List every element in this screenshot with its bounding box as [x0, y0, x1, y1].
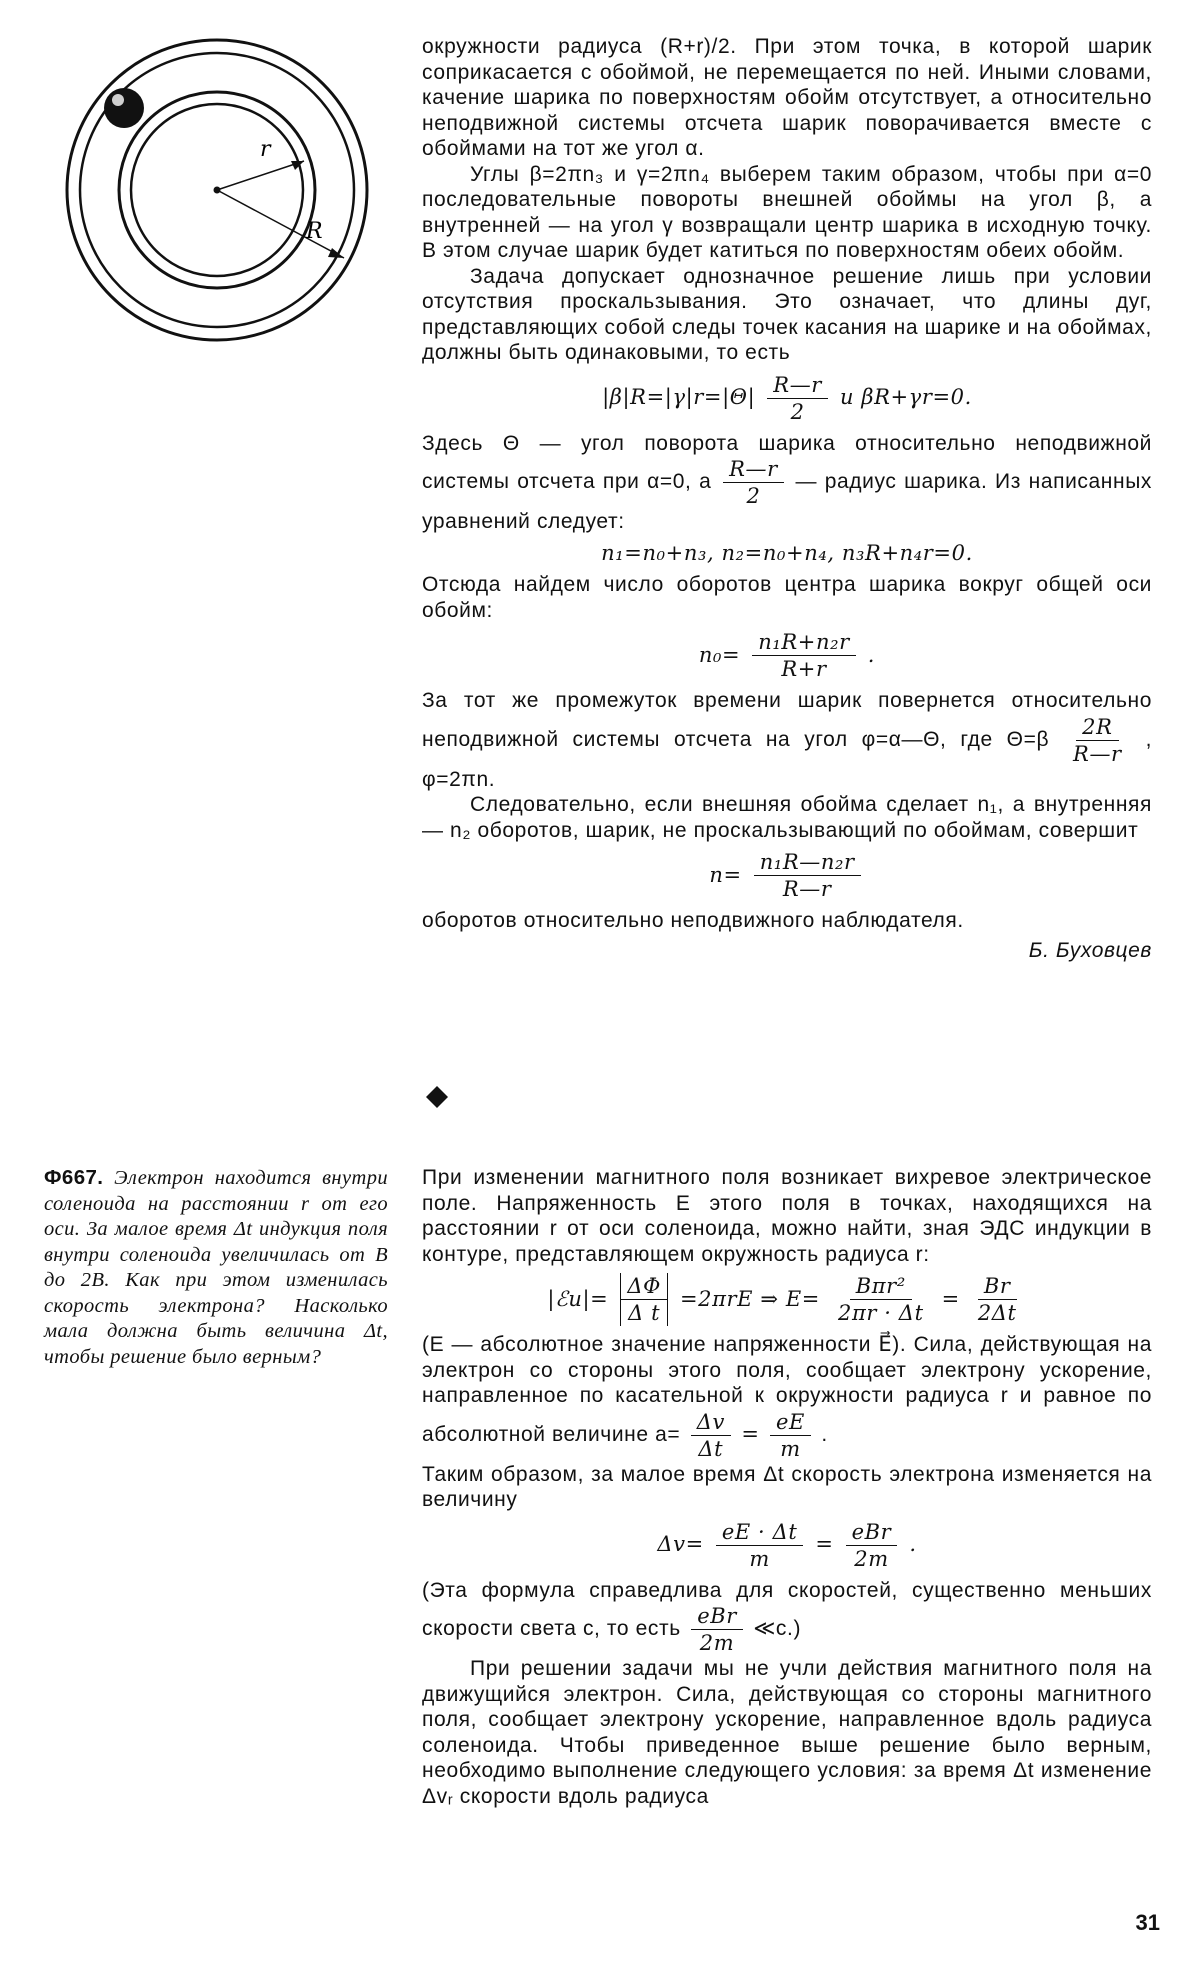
text: Здесь Θ — угол поворота шарика относительно неподвижной системы отсчета при α=0, а: [422, 431, 1152, 494]
eq-part: |ℰи|=: [547, 1286, 609, 1311]
paragraph: [422, 431, 1152, 535]
fraction: [620, 1273, 668, 1326]
fraction-denominator: 2m: [699, 1631, 735, 1655]
fraction: [846, 1519, 898, 1572]
fraction: [1067, 714, 1128, 767]
eq-part: .: [909, 1532, 917, 1557]
eq-part: n₁=n₀+n₃, n₂=n₀+n₄, n₃R+n₄r=0.: [601, 540, 973, 565]
eq-part: =2πrE ⇒ E=: [679, 1286, 820, 1311]
radius-r-arrow: [291, 161, 304, 170]
fraction: [972, 1273, 1023, 1326]
fraction-denominator: 2Δt: [977, 1301, 1017, 1325]
fraction-denominator: m: [780, 1436, 801, 1461]
fraction-numerator: eE · Δt: [716, 1519, 804, 1546]
eq-part: n₀=: [698, 642, 741, 667]
equation-emf: [422, 1273, 1152, 1326]
text: (Эта формула справедлива для скоростей, существенно меньших скорости света c, то есть: [422, 1578, 1152, 1641]
text: — радиус шарика. Из написанных уравнений следует:: [422, 470, 1152, 533]
fraction-numerator: ΔΦ: [621, 1273, 667, 1300]
problem-text: Электрон находится внутри соленоида на расстоянии r от его оси. За малое время Δt индукция поля внутри соленоида увеличилась от B до 2B. Как при этом изменилась скорость электрона? Насколько мала должна быть величина Δt, чтобы решение было верным?: [44, 1167, 388, 1368]
rings-figure: [62, 38, 382, 358]
fraction-numerator: 2R: [1076, 714, 1118, 741]
paragraph: [422, 688, 1152, 792]
paragraph: Задача допускает однозначное решение лишь при условии отсутствия проскальзывания. Это означает, что длины дуг, представляющих собой следы точек касания на шарике и на обоймах, должны быть одинаковыми, то есть: [422, 264, 1152, 364]
fraction-denominator: 2: [746, 484, 761, 508]
eq-part: n=: [709, 862, 742, 887]
equation-n0: [422, 629, 1152, 682]
text: За тот же промежуток времени шарик повернется относительно неподвижной системы отсчета на угол φ=α—Θ, где Θ=β: [422, 689, 1152, 751]
equation-n-result: [422, 849, 1152, 902]
paragraph: [422, 1578, 1152, 1657]
fraction: [691, 1603, 743, 1656]
text: , φ=2πn.: [422, 727, 1153, 791]
text: ≪c.): [753, 1617, 802, 1641]
equation-n: [422, 541, 1152, 567]
paragraph: Таким образом, за малое время Δt скорость электрона изменяется на величину: [422, 1462, 1152, 1511]
problem-number: Ф667.: [44, 1166, 104, 1189]
paragraph: При изменении магнитного поля возникает вихревое электрическое поле. Напряженность E этого поля в точках, находящихся на расстоянии r от оси соленоида, можно найти, зная ЭДС индукции в контуре, представляющем окружность радиуса r:: [422, 1166, 1152, 1266]
fraction-denominator: 2m: [854, 1546, 889, 1571]
signature: Б. Буховцев: [1028, 938, 1152, 962]
fraction-denominator: 2: [790, 399, 805, 424]
fraction: [723, 456, 784, 509]
fraction: [752, 629, 856, 682]
fraction-denominator: Δt: [698, 1436, 724, 1461]
fraction-denominator: Δ t: [628, 1301, 661, 1325]
fraction: [691, 1409, 731, 1462]
paragraph: При решении задачи мы не учли действия магнитного поля на движущийся электрон. Сила, действующая со стороны магнитного поля, сообщает электрону ускорение, направленное вдоль радиуса соленоида. Чтобы приведенное выше решение было верным, необходимо выполнение следующего условия: за время Δt изменение Δvᵣ скорости вдоль радиуса: [422, 1657, 1152, 1808]
paragraph: Следовательно, если внешняя обойма сделает n₁, а внутренняя — n₂ оборотов, шарик, не проскальзывающий по обоймам, совершит: [422, 793, 1152, 842]
text: =: [741, 1421, 760, 1446]
label-R: R: [306, 219, 323, 244]
fraction-denominator: 2πr · Δt: [837, 1301, 924, 1325]
fraction-denominator: m: [749, 1546, 770, 1571]
fraction-denominator: R—r: [1073, 741, 1122, 766]
fraction-numerator: eBr: [691, 1603, 743, 1630]
fraction-denominator: R+r: [781, 657, 827, 681]
fraction-numerator: n₁R—n₂r: [754, 849, 861, 876]
fraction-numerator: Δv: [691, 1409, 731, 1436]
diamond-separator-icon: [426, 1086, 448, 1108]
fraction: [754, 849, 861, 902]
eq-part: .: [867, 642, 876, 667]
fraction-numerator: R—r: [723, 456, 784, 483]
fraction-numerator: n₁R+n₂r: [752, 629, 856, 656]
paragraph: Отсюда найдем число оборотов центра шарика вокруг общей оси обойм:: [422, 573, 1152, 622]
problem-statement: [44, 1165, 388, 1370]
equation-dv: [422, 1519, 1152, 1572]
ball: [104, 88, 144, 128]
fraction: [770, 1409, 811, 1462]
eq-part: |β|R=|γ|r=|Θ|: [602, 385, 756, 410]
page-number: 31: [1135, 1910, 1160, 1935]
paragraph: Углы β=2πn₃ и γ=2πn₄ выберем таким образом, чтобы при α=0 последовательные повороты внешней обоймы на угол β, а внутренней — на угол γ возвращали центр шарика в исходную точку. В этом случае шарик будет катиться по поверхностям обеих обойм.: [422, 162, 1152, 262]
ball-highlight: [112, 94, 124, 106]
fraction-numerator: eE: [770, 1409, 811, 1436]
top-column: [422, 34, 1152, 963]
text: .: [821, 1422, 828, 1446]
fraction-numerator: Bπr²: [850, 1273, 912, 1300]
radius-r-line: [217, 161, 304, 190]
eq-part: =: [815, 1532, 834, 1557]
paragraph: окружности радиуса (R+r)/2. При этом точка, в которой шарик соприкасается с обоймой, не перемещается по ней. Иными словами, качение шарика по поверхностям обойм отсутствует, а относительно неподвижной системы отсчета шарик поворачивается вместе с обоймами на тот же угол α.: [422, 35, 1152, 160]
equation-arc-length: [422, 372, 1152, 425]
fraction-numerator: eBr: [846, 1519, 898, 1546]
eq-part: и βR+γr=0.: [839, 385, 972, 410]
fraction-numerator: R—r: [767, 372, 828, 399]
fraction: [832, 1273, 930, 1326]
eq-part: =: [941, 1286, 960, 1311]
text: (E — абсолютное значение напряженности E⃗). Сила, действующая на электрон со стороны этого поля, сообщает электрону ускорение, направленное по касательной к окружности радиуса r и равное по абсолютной величине a=: [422, 1333, 1152, 1446]
label-r: r: [260, 137, 271, 162]
fraction-denominator: R—r: [782, 877, 832, 901]
fraction: [767, 372, 828, 425]
fraction-numerator: Br: [978, 1273, 1017, 1300]
paragraph: [422, 1332, 1152, 1462]
fraction: [716, 1519, 804, 1572]
eq-part: Δv=: [657, 1532, 704, 1557]
paragraph: оборотов относительно неподвижного наблюдателя.: [422, 909, 964, 932]
bottom-column: [422, 1165, 1152, 1809]
